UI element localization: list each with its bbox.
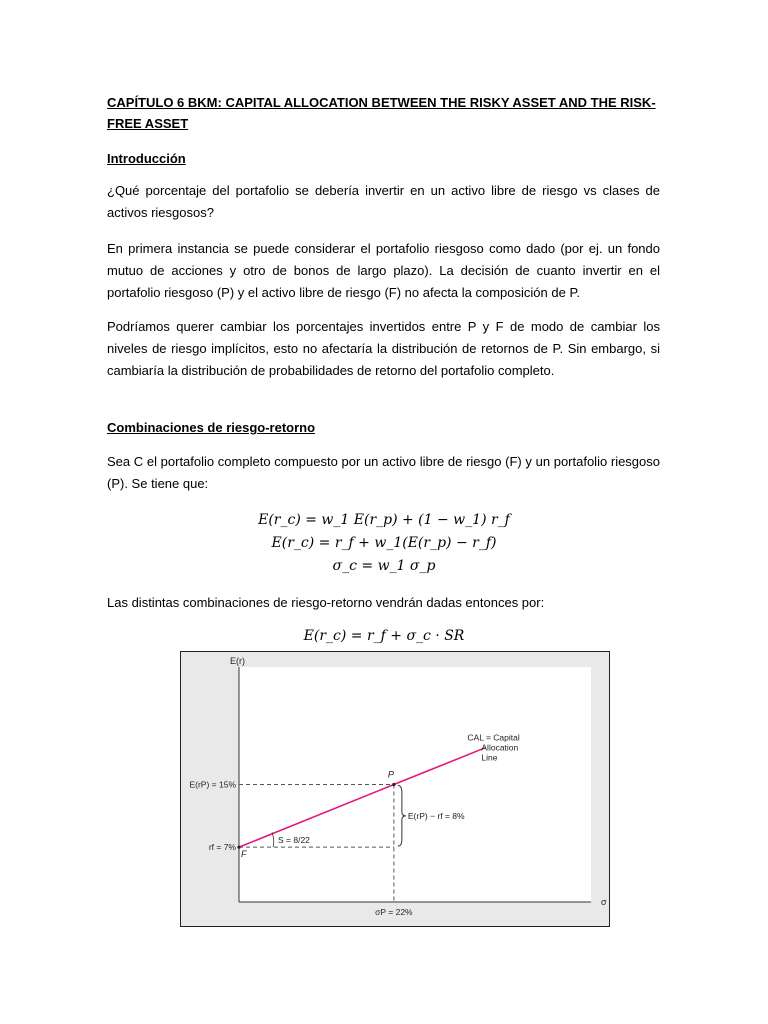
- y-axis-label: E(r): [230, 656, 245, 666]
- paragraph-combinaciones: Las distintas combinaciones de riesgo-retorno vendrán dadas entonces por:: [107, 595, 545, 610]
- cal-chart: [181, 652, 609, 926]
- chapter-title: CAPÍTULO 6 BKM: CAPITAL ALLOCATION BETWEEN THE RISKY ASSET AND THE RISK-FREE ASSET: [107, 95, 656, 131]
- paragraph-sea-c: Sea C el portafolio completo compuesto por un activo libre de riesgo (F) y un portafolio riesgoso (P). Se tiene que:: [107, 454, 660, 491]
- point-p-label: P: [387, 769, 394, 780]
- paragraph-podriamos: Podríamos querer cambiar los porcentajes invertidos entre P y F de modo de cambiar los niveles de riesgo implícitos, esto no afectaría la distribución de retornos de P. Sin embargo, si cambiaría la distribución de probabilidades de retorno del portafolio completo.: [107, 319, 660, 378]
- point-p: [392, 783, 395, 786]
- cal-label-line-3: Line: [481, 752, 498, 763]
- x-axis-label: σ: [601, 897, 607, 907]
- slope-label: S = 8/22: [278, 835, 310, 846]
- equation-cal: E(r_c) = r_f + σ_c · SR: [303, 628, 465, 644]
- y-tick-label-rf: rf = 7%: [208, 842, 236, 853]
- excess-return-label: E(rP) − rf = 8%: [407, 810, 465, 821]
- paragraph-primera-instancia: En primera instancia se puede considerar el portafolio riesgoso como dado (por ej. un fondo mutuo de acciones y otro de bonos de largo plazo). La decisión de cuanto invertir en el portafolio riesgoso (P) y el activo libre de riesgo (F) no afecta la composición de P.: [107, 241, 660, 300]
- equation-sigma: σ_c = w_1 σ_p: [332, 558, 436, 574]
- point-f-label: F: [241, 849, 247, 860]
- equation-expected-return: E(r_c) = w_1 E(r_p) + (1 − w_1) r_f: [258, 512, 510, 528]
- cal-label-line-1: CAL = Capital: [467, 732, 520, 743]
- equation-expected-return-alt: E(r_c) = r_f + w_1(E(r_p) − r_f): [271, 535, 497, 551]
- section-heading-combinaciones: Combinaciones de riesgo-retorno: [107, 420, 316, 435]
- paragraph-question: ¿Qué porcentaje del portafolio se debería invertir en un activo libre de riesgo vs clases de activos riesgosos?: [107, 183, 660, 220]
- y-tick-label-rp: E(rP) = 15%: [189, 779, 236, 790]
- section-heading-introduccion: Introducción: [107, 151, 186, 166]
- cal-chart-frame: [180, 651, 610, 927]
- cal-label-line-2: Allocation: [481, 742, 519, 753]
- x-tick-label-sigma-p: σP = 22%: [375, 907, 413, 917]
